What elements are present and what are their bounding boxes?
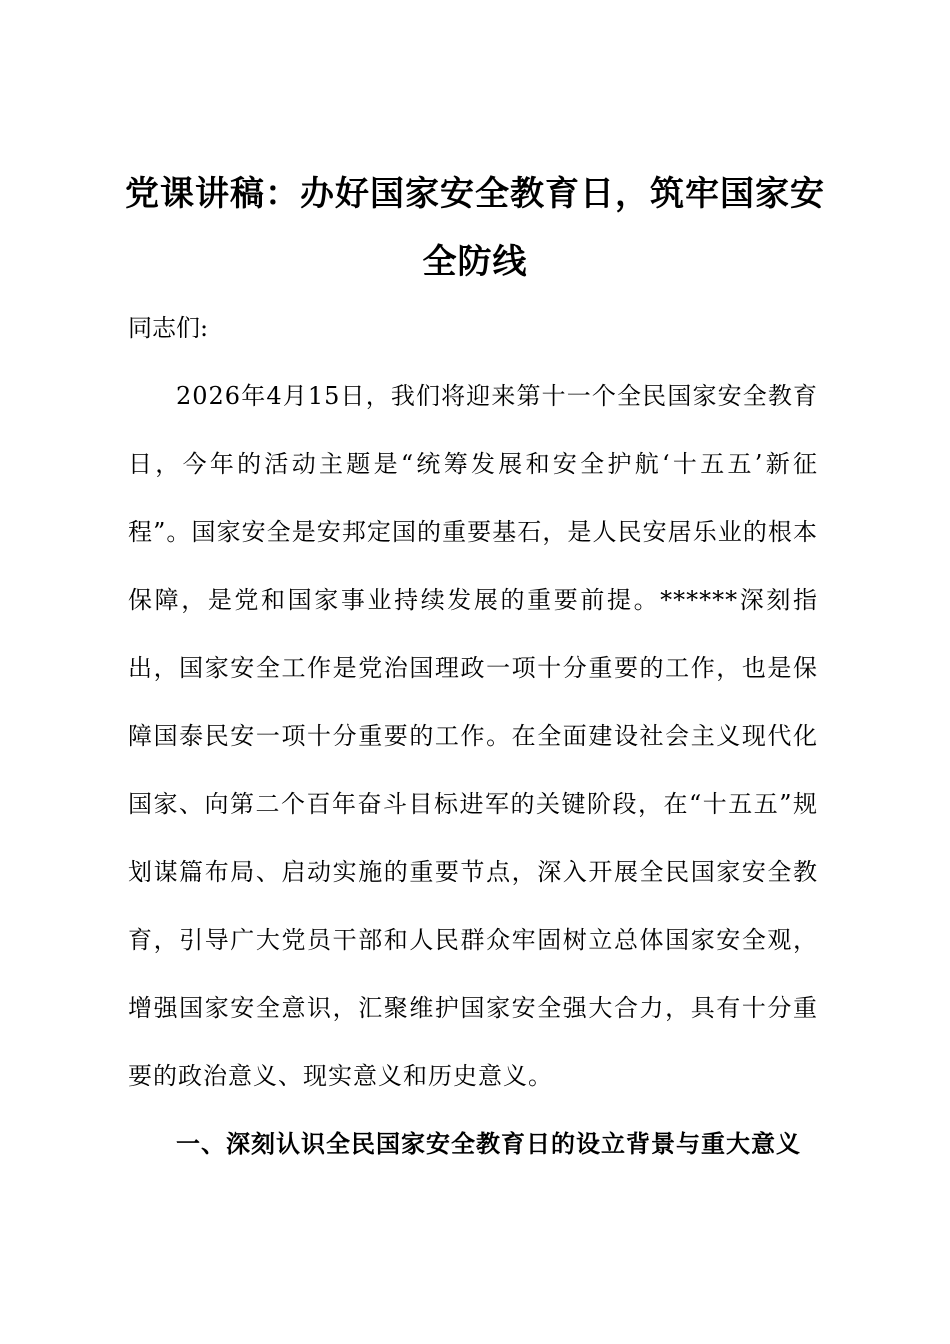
body-paragraph: 2026年4月15日，我们将迎来第十一个全民国家安全教育日，今年的活动主题是“统筹发展和安全护航‘十五五’新征程”。国家安全是安邦定国的重要基石，是人民安居乐业的根本保障，是党和国家事业持续发展的重要前提。******深刻指出，国家安全工作是党治国理政一项十分重要的工作，也是保障国泰民安一项十分重要的工作。在全面建设社会主义现代化国家、向第二个百年奋斗目标进军的关键阶段，在“十五五”规划谋篇布局、启动实施的重要节点，深入开展全民国家安全教育，引导广大党员干部和人民群众牢固树立总体国家安全观，增强国家安全意识，汇聚维护国家安全强大合力，具有十分重要的政治意义、现实意义和历史意义。	[128, 382, 818, 1090]
section-heading: 一、深刻认识全民国家安全教育日的设立背景与重大意义	[176, 1130, 801, 1158]
salutation: 同志们:	[128, 314, 209, 342]
document-title: 党课讲稿：办好国家安全教育日，筑牢国家安全防线	[125, 174, 825, 282]
